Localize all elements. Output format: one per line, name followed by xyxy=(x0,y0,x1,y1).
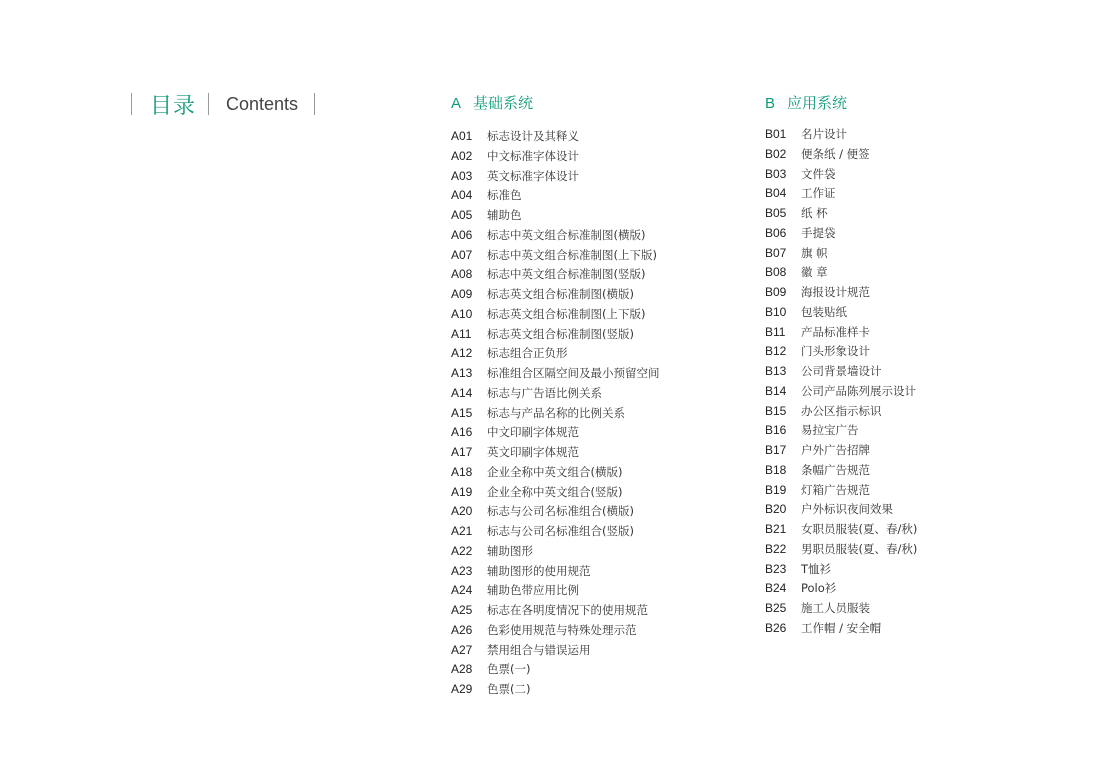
toc-item-code: B04 xyxy=(765,186,787,201)
toc-item xyxy=(451,206,660,226)
toc-item xyxy=(451,246,660,266)
toc-item-label: 旗 帜 xyxy=(801,245,828,260)
toc-item-label: 标志英文组合标准制图(横版) xyxy=(487,287,634,301)
toc-item xyxy=(765,579,917,599)
toc-item-label: Polo衫 xyxy=(801,581,837,596)
toc-item-code: A14 xyxy=(451,385,473,400)
toc-item-label: 企业全称中英文组合(竖版) xyxy=(487,484,623,499)
toc-item-code: B15 xyxy=(765,403,787,418)
toc-item xyxy=(451,127,660,147)
toc-item-label: 公司背景墙设计 xyxy=(801,364,882,378)
toc-item-label: 中文标准字体设计 xyxy=(487,148,579,163)
section-letter: B xyxy=(765,95,776,112)
toc-item-label: 标志中英文组合标准制图(上下版) xyxy=(487,247,657,262)
toc-item-label: 公司产品陈列展示设计 xyxy=(801,383,916,398)
toc-item-label: 色票(二) xyxy=(487,682,531,696)
page-title-en: Contents xyxy=(226,94,299,114)
toc-item-label: 施工人员服装 xyxy=(801,601,870,615)
toc-item-code: A01 xyxy=(451,129,473,143)
toc-item-code: B24 xyxy=(765,581,787,596)
toc-item-code: A02 xyxy=(451,148,473,163)
toc-item-code: B21 xyxy=(765,522,787,536)
section-heading xyxy=(765,93,917,113)
toc-item-code: B07 xyxy=(765,245,787,260)
toc-item-label: 标准色 xyxy=(487,188,522,203)
toc-item xyxy=(765,402,917,422)
section-heading xyxy=(451,93,660,113)
toc-item xyxy=(765,244,917,264)
toc-item-label: 包装贴纸 xyxy=(801,304,847,319)
toc-item-label: 辅助图形 xyxy=(487,543,533,558)
toc-item-code: B12 xyxy=(765,344,787,359)
toc-item xyxy=(451,265,660,285)
toc-item-code: A16 xyxy=(451,425,473,440)
toc-item-code: B14 xyxy=(765,383,787,398)
toc-item-code: A29 xyxy=(451,682,473,696)
toc-item-code: B20 xyxy=(765,502,787,517)
toc-item-code: B25 xyxy=(765,601,787,615)
toc-item-label: 辅助色带应用比例 xyxy=(487,583,579,598)
toc-item xyxy=(765,303,917,323)
toc-item xyxy=(765,619,917,639)
toc-item-code: B18 xyxy=(765,462,787,477)
toc-item xyxy=(451,581,660,601)
toc-item-code: A20 xyxy=(451,504,473,519)
toc-item-code: A12 xyxy=(451,346,473,361)
toc-item-label: 文件袋 xyxy=(801,166,836,181)
toc-item xyxy=(451,562,660,582)
toc-item-code: B17 xyxy=(765,443,787,457)
toc-item-code: B05 xyxy=(765,206,787,220)
toc-item xyxy=(451,542,660,562)
toc-item-code: A11 xyxy=(451,326,472,341)
toc-item xyxy=(765,165,917,185)
toc-item xyxy=(451,167,660,187)
toc-item-label: T恤衫 xyxy=(801,561,832,576)
toc-item xyxy=(451,344,660,364)
toc-item xyxy=(765,382,917,402)
toc-item xyxy=(765,540,917,560)
toc-item xyxy=(451,463,660,483)
toc-item-label: 产品标准样卡 xyxy=(801,324,870,339)
toc-item-label: 手提袋 xyxy=(801,225,836,240)
toc-item-code: B06 xyxy=(765,225,787,240)
toc-list xyxy=(765,125,917,639)
toc-item-code: A25 xyxy=(451,603,473,617)
toc-item-label: 企业全称中英文组合(横版) xyxy=(487,464,623,479)
toc-item xyxy=(451,601,660,621)
toc-item-label: 海报设计规范 xyxy=(801,285,870,299)
toc-item-code: B16 xyxy=(765,423,787,438)
toc-item-code: A06 xyxy=(451,227,473,242)
toc-item-label: 标志与公司名标准组合(竖版) xyxy=(487,524,634,538)
section-application-system xyxy=(765,93,917,639)
toc-item-label: 标志组合正负形 xyxy=(487,346,568,361)
toc-item-code: B02 xyxy=(765,146,787,161)
toc-item-label: 英文印刷字体规范 xyxy=(487,445,579,459)
section-title: 应用系统 xyxy=(787,94,848,112)
toc-item-code: A03 xyxy=(451,168,473,183)
toc-item xyxy=(765,184,917,204)
toc-item xyxy=(451,226,660,246)
toc-item-code: B11 xyxy=(765,324,786,339)
toc-item-label: 禁用组合与错误运用 xyxy=(487,642,591,657)
toc-item-label: 户外标识夜间效果 xyxy=(801,502,893,517)
toc-item xyxy=(765,362,917,382)
section-letter: A xyxy=(451,95,462,112)
toc-item xyxy=(451,502,660,522)
toc-item xyxy=(451,680,660,700)
page-title-cn: 目录 xyxy=(150,94,197,119)
toc-item-label: 标志英文组合标准制图(上下版) xyxy=(487,306,646,321)
toc-item-label: 工作帽 / 安全帽 xyxy=(801,620,882,635)
toc-item-label: 中文印刷字体规范 xyxy=(487,425,579,440)
toc-item-label: 色票(一) xyxy=(487,662,531,677)
toc-item-code: A23 xyxy=(451,563,473,578)
toc-item-code: B22 xyxy=(765,541,787,556)
toc-item xyxy=(451,147,660,167)
toc-item-code: A21 xyxy=(451,524,473,538)
divider-bar-middle xyxy=(208,93,209,115)
toc-item-label: 工作证 xyxy=(801,186,836,201)
toc-item xyxy=(765,145,917,165)
toc-item-code: A05 xyxy=(451,208,473,222)
toc-item-code: B10 xyxy=(765,304,787,319)
toc-item xyxy=(765,520,917,540)
section-basic-system xyxy=(451,93,660,700)
toc-item-label: 名片设计 xyxy=(801,127,847,141)
toc-item-label: 标志中英文组合标准制图(竖版) xyxy=(487,267,646,282)
toc-item xyxy=(765,500,917,520)
toc-item xyxy=(765,283,917,303)
toc-item xyxy=(451,285,660,305)
toc-item-label: 标志与产品名称的比例关系 xyxy=(487,405,625,420)
toc-item-code: A09 xyxy=(451,287,473,301)
toc-item-label: 女职员服装(夏、春/秋) xyxy=(801,522,918,536)
toc-item-code: B01 xyxy=(765,127,787,141)
toc-item-code: A26 xyxy=(451,622,473,637)
toc-item-label: 标志英文组合标准制图(竖版) xyxy=(487,326,634,341)
toc-item xyxy=(451,660,660,680)
toc-item-code: A19 xyxy=(451,484,473,499)
toc-item-label: 男职员服装(夏、春/秋) xyxy=(801,541,918,556)
toc-item-code: A13 xyxy=(451,366,473,380)
toc-item xyxy=(765,323,917,343)
toc-item xyxy=(765,204,917,224)
toc-item-label: 易拉宝广告 xyxy=(801,423,859,438)
toc-item-label: 便条纸 / 便签 xyxy=(801,146,870,161)
toc-item xyxy=(765,441,917,461)
toc-item-code: B23 xyxy=(765,561,787,576)
toc-item xyxy=(765,421,917,441)
toc-item xyxy=(765,224,917,244)
toc-item xyxy=(451,325,660,345)
toc-item-code: A22 xyxy=(451,543,473,558)
toc-item-code: A17 xyxy=(451,445,473,459)
toc-item-label: 门头形象设计 xyxy=(801,344,870,359)
toc-item xyxy=(451,423,660,443)
toc-item xyxy=(451,641,660,661)
toc-item xyxy=(451,404,660,424)
toc-list xyxy=(451,127,660,700)
toc-item-code: B03 xyxy=(765,166,787,181)
toc-item xyxy=(765,263,917,283)
toc-item-label: 英文标准字体设计 xyxy=(487,168,579,183)
toc-item-code: B09 xyxy=(765,285,787,299)
toc-item-code: A18 xyxy=(451,464,473,479)
toc-item-label: 辅助色 xyxy=(487,208,522,222)
toc-item-code: A27 xyxy=(451,642,473,657)
toc-item-code: A24 xyxy=(451,583,473,598)
toc-item xyxy=(451,384,660,404)
toc-item-code: B26 xyxy=(765,620,787,635)
toc-item xyxy=(451,621,660,641)
divider-bar-right xyxy=(314,93,315,115)
section-title: 基础系统 xyxy=(473,94,534,112)
toc-item-label: 标准组合区隔空间及最小预留空间 xyxy=(487,366,660,380)
toc-item-code: B08 xyxy=(765,265,787,280)
toc-item xyxy=(765,599,917,619)
toc-item-label: 标志中英文组合标准制图(横版) xyxy=(487,227,646,242)
toc-item-code: A28 xyxy=(451,662,473,677)
toc-item xyxy=(765,560,917,580)
toc-item-code: A04 xyxy=(451,188,473,203)
toc-item xyxy=(451,305,660,325)
toc-item-label: 标志与公司名标准组合(横版) xyxy=(487,504,634,519)
toc-item-code: A07 xyxy=(451,247,473,262)
toc-item xyxy=(451,186,660,206)
toc-item-label: 徽 章 xyxy=(801,265,828,280)
toc-item-code: B19 xyxy=(765,482,787,497)
toc-item-label: 标志与广告语比例关系 xyxy=(487,385,602,400)
toc-item-label: 户外广告招牌 xyxy=(801,443,870,457)
toc-item-label: 标志在各明度情况下的使用规范 xyxy=(487,603,648,617)
toc-item-code: A08 xyxy=(451,267,473,282)
toc-item-label: 标志设计及其释义 xyxy=(487,129,579,143)
toc-item-code: B13 xyxy=(765,364,787,378)
toc-item xyxy=(765,342,917,362)
toc-item-label: 纸 杯 xyxy=(801,206,828,220)
toc-item-label: 条幅广告规范 xyxy=(801,462,870,477)
toc-item-code: A15 xyxy=(451,405,473,420)
toc-item xyxy=(451,364,660,384)
toc-item xyxy=(451,483,660,503)
toc-item-label: 灯箱广告规范 xyxy=(801,482,870,497)
toc-item xyxy=(451,443,660,463)
toc-item-label: 办公区指示标识 xyxy=(801,403,882,418)
toc-item-label: 辅助图形的使用规范 xyxy=(487,563,591,578)
toc-item-label: 色彩使用规范与特殊处理示范 xyxy=(487,622,637,637)
toc-item xyxy=(765,481,917,501)
toc-item-code: A10 xyxy=(451,306,473,321)
toc-item xyxy=(765,461,917,481)
toc-item xyxy=(451,522,660,542)
divider-bar-left xyxy=(131,93,132,115)
toc-item xyxy=(765,125,917,145)
